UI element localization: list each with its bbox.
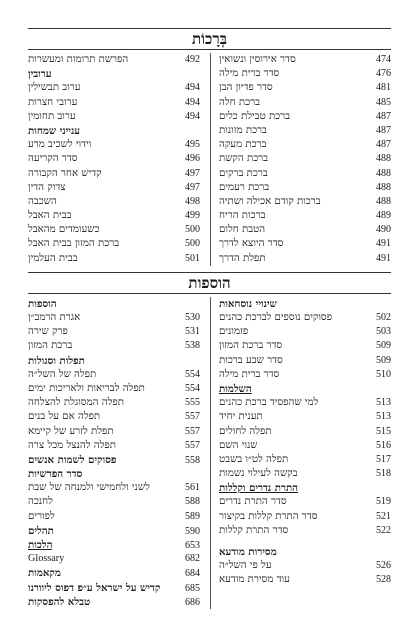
entry-title: תפלה להנצל מכל צרה	[28, 439, 116, 451]
page-number: 684	[185, 568, 200, 580]
page-number: 474	[376, 54, 391, 65]
page-number: 682	[185, 553, 200, 565]
entry-title: התרת נדרים וקללות	[219, 482, 299, 495]
page-number: 510	[376, 368, 391, 380]
entry-title: סדר שבע ברכות	[219, 354, 283, 366]
toc-entry[interactable]	[219, 152, 391, 166]
toc-entry[interactable]	[219, 237, 391, 251]
page-number: 561	[185, 482, 200, 494]
entry-title: קדיש על ישראל ע״פ דפוס ליוורנו	[28, 581, 161, 594]
section-rule	[28, 293, 391, 294]
toc-heading[interactable]	[28, 67, 200, 81]
entry-title: למי שהפסיד ברכת כהנים	[219, 397, 319, 409]
page-number: 487	[376, 124, 391, 136]
toc-heading[interactable]	[219, 297, 391, 311]
page-number: 557	[185, 439, 200, 451]
page-number: 526	[376, 560, 391, 572]
toc-heading[interactable]	[219, 545, 391, 559]
page-number: 491	[376, 238, 391, 250]
page-number: 530	[185, 312, 200, 323]
section-title-berachot: בְּרָכוֹת	[192, 30, 227, 48]
entry-title: תפלות וסגולות	[28, 354, 85, 367]
page-number: 488	[376, 181, 391, 193]
toc-heading[interactable]	[28, 124, 200, 138]
entry-title: ברכת רעמים	[219, 181, 270, 193]
toc-entry[interactable]	[219, 559, 391, 573]
entry-title: קדיש אחר הקבורה	[28, 167, 102, 179]
toc-heading[interactable]	[28, 354, 200, 368]
toc-heading[interactable]	[28, 581, 200, 595]
page-number: 590	[185, 525, 200, 537]
toc-entry[interactable]	[28, 439, 200, 453]
entry-title: לשני ולחמישי ולמנחה של שבת	[28, 482, 150, 494]
entry-title: סדר היוצא לדרך	[219, 238, 284, 250]
toc-heading[interactable]	[28, 595, 200, 609]
toc-entry[interactable]	[28, 152, 200, 166]
toc-entry[interactable]	[28, 311, 200, 325]
page-number: 489	[376, 210, 391, 222]
toc-entry[interactable]	[28, 237, 200, 251]
entry-title: תפלה לט״ו בשבט	[219, 453, 289, 465]
entry-title: ענייני שמחות	[28, 124, 81, 137]
entry-title: סדר התרת נדרים	[219, 496, 287, 508]
toc-entry[interactable]	[219, 439, 391, 453]
toc-entry[interactable]	[28, 410, 200, 424]
page-number: 494	[185, 110, 200, 122]
toc-entry[interactable]	[28, 368, 200, 382]
entry-title: Glossary	[28, 553, 65, 565]
toc-heading[interactable]	[28, 524, 200, 538]
toc-entry[interactable]	[219, 167, 391, 181]
toc-entry[interactable]	[219, 67, 391, 81]
page-number: 503	[376, 326, 391, 338]
right-column	[219, 53, 391, 266]
page-number: 557	[185, 425, 200, 437]
page-number: 481	[376, 82, 391, 94]
entry-title: ברכת המזון בבית האבל	[28, 238, 120, 250]
toc-entry[interactable]	[219, 181, 391, 195]
page-number: 496	[185, 153, 200, 165]
entry-title: ערובין	[28, 68, 52, 81]
toc-entry[interactable]	[28, 481, 200, 495]
page-number: 485	[376, 96, 391, 108]
section-title-hosafot: הוספות	[188, 273, 231, 292]
entry-title: פזמונים	[219, 326, 249, 338]
page-number: 487	[376, 110, 391, 122]
toc-entry[interactable]	[219, 110, 391, 124]
toc-heading[interactable]	[219, 481, 391, 495]
toc-entry[interactable]	[219, 410, 391, 424]
page-number: 516	[376, 439, 391, 451]
page-number: 487	[376, 139, 391, 151]
entry-title: ברכת המזון	[28, 340, 73, 352]
entry-title: תפלה של השל״ה	[28, 368, 97, 380]
column-divider	[210, 297, 211, 609]
entry-title: שנוי השם	[219, 439, 258, 451]
entry-title: סדר הפרשיות	[28, 468, 83, 481]
right-column	[219, 297, 391, 609]
toc-entry[interactable]	[219, 573, 391, 587]
entry-title: תפלה אם על בנים	[28, 411, 101, 423]
entry-title: פסוקים נוספים לברכת כהנים	[219, 312, 333, 323]
left-column	[28, 297, 200, 609]
page-number: 685	[185, 582, 200, 594]
toc-entry[interactable]	[219, 195, 391, 209]
entry-title: השלמות	[219, 382, 252, 395]
page-number: 513	[376, 397, 391, 409]
entry-title: הטבת חלום	[219, 224, 266, 236]
toc-entry[interactable]	[219, 81, 391, 95]
entry-title: תפלת לזרע של קיימא	[28, 425, 114, 437]
page-number: 488	[376, 195, 391, 207]
entry-title: בבית האבל	[28, 210, 72, 222]
page-number: 558	[185, 454, 200, 466]
toc-entry[interactable]	[28, 339, 200, 353]
entry-title: ברכת מעקה	[219, 139, 267, 151]
toc-entry[interactable]	[219, 138, 391, 152]
toc-entry[interactable]	[219, 311, 391, 325]
page-number: 499	[185, 210, 200, 222]
toc-entry[interactable]	[28, 138, 200, 152]
page-number: 494	[185, 82, 200, 94]
toc-entry[interactable]	[28, 96, 200, 110]
toc-heading[interactable]	[28, 467, 200, 481]
page-number: 531	[185, 326, 200, 338]
entry-title: תענית יחיד	[219, 411, 263, 423]
entry-title: ברכת הקשת	[219, 153, 269, 165]
page-number: 500	[185, 238, 200, 250]
entry-title: מסירות מודעא	[219, 546, 277, 558]
toc-heading[interactable]	[28, 538, 200, 552]
toc-entry[interactable]	[28, 425, 200, 439]
page-number: 488	[376, 153, 391, 165]
page-number: 513	[376, 411, 391, 423]
toc-entry[interactable]	[219, 495, 391, 509]
entry-title: פסוקים לשמות אנשים	[28, 453, 117, 466]
page-number: 492	[185, 54, 200, 65]
page-number: 554	[185, 368, 200, 380]
toc-entry[interactable]	[219, 368, 391, 382]
toc-entry[interactable]	[219, 510, 391, 524]
page-number: 653	[185, 540, 200, 551]
toc-entry[interactable]	[28, 382, 200, 396]
column-divider	[210, 53, 211, 266]
entry-title: בקשה לעילוי נשמות	[219, 468, 298, 480]
entry-title: פרק שירה	[28, 326, 68, 338]
page-number: 490	[376, 224, 391, 236]
page-number: 515	[376, 425, 391, 437]
entry-title: תפלת הדרך	[219, 252, 266, 264]
entry-title: סדר ברית מילה	[219, 68, 280, 80]
entry-title: כשעומדים מהאבל	[28, 224, 100, 236]
entry-title: על פי השל״ה	[219, 560, 272, 572]
entry-title: בבית העלמין	[28, 252, 78, 264]
entry-title: לפורים	[28, 510, 55, 522]
toc-entry[interactable]	[219, 524, 391, 538]
entry-title: ברכת חלה	[219, 96, 260, 108]
toc-entry[interactable]	[219, 339, 391, 353]
entry-title: וידוי לשכיב מרע	[28, 139, 92, 151]
entry-title: עוד מסירת מודעא	[219, 574, 290, 586]
entry-title: השכבה	[28, 195, 57, 207]
entry-title: ערוב תחומין	[28, 110, 76, 122]
entry-title: ערובי חצרות	[28, 96, 78, 108]
entry-title: ברכת מזונות	[219, 124, 267, 136]
page-number: 509	[376, 340, 391, 352]
page-number: 501	[185, 252, 200, 264]
left-column	[28, 53, 200, 266]
page-number: 497	[185, 167, 200, 179]
entry-title: ערוב תבשילין	[28, 82, 81, 94]
page-number: 502	[376, 312, 391, 323]
entry-title: תפלה לבריאות ולאריכות ימים	[28, 382, 145, 394]
entry-title: תפלה המסוגלת להצלחה	[28, 397, 124, 409]
entry-title: ברכות הריח	[219, 210, 266, 222]
entry-title: הפרשת תרומות ומעשרות	[28, 54, 129, 65]
entry-title: תהלים	[28, 524, 54, 537]
page-number: 498	[185, 195, 200, 207]
page-number: 495	[185, 139, 200, 151]
toc-heading[interactable]	[219, 382, 391, 396]
entry-title: הלכות	[28, 539, 53, 551]
entry-title: ברכת ברקים	[219, 167, 268, 179]
toc-entry[interactable]	[219, 96, 391, 110]
entry-title: שינויי נוסחאות	[219, 297, 277, 310]
toc-entry[interactable]	[28, 167, 200, 181]
toc-entry[interactable]	[219, 467, 391, 481]
entry-title: מקאמות	[28, 567, 61, 580]
toc-entry[interactable]	[28, 252, 200, 266]
toc-entry[interactable]	[28, 552, 200, 566]
toc-entry[interactable]	[219, 453, 391, 467]
entry-title: אגרת הרמב״ן	[28, 312, 81, 323]
section-hosafot-columns	[28, 297, 391, 609]
toc-entry[interactable]	[219, 124, 391, 138]
toc-entry[interactable]	[28, 110, 200, 124]
toc-entry[interactable]	[28, 81, 200, 95]
page-number: 500	[185, 224, 200, 236]
toc-entry[interactable]	[28, 209, 200, 223]
toc-entry[interactable]	[28, 510, 200, 524]
entry-title: תפלה לחולים	[219, 425, 272, 437]
table-of-contents	[28, 28, 391, 609]
page-number: 519	[376, 496, 391, 508]
entry-title: ברכת טבילת כלים	[219, 110, 291, 122]
page-number: 497	[185, 181, 200, 193]
toc-entry[interactable]	[219, 396, 391, 410]
page-number: 517	[376, 453, 391, 465]
page-number: 686	[185, 596, 200, 608]
page-number: 509	[376, 354, 391, 366]
entry-title: סדר התרת קללות בקיצור	[219, 510, 318, 522]
toc-entry[interactable]	[28, 495, 200, 509]
page-number: 476	[376, 68, 391, 80]
entry-title: סדר ברית מילה	[219, 368, 280, 380]
toc-heading[interactable]	[28, 453, 200, 467]
page-number: 494	[185, 96, 200, 108]
page-number: 555	[185, 397, 200, 409]
spacer	[219, 538, 391, 545]
entry-title: טבלא להפסקות	[28, 595, 91, 608]
section-rule	[28, 49, 391, 50]
toc-entry[interactable]	[28, 195, 200, 209]
section-berachot-columns	[28, 53, 391, 266]
entry-title: ברכות קודם אכילה ושתיה	[219, 195, 321, 207]
toc-entry[interactable]	[219, 53, 391, 67]
toc-heading[interactable]	[28, 566, 200, 580]
page-number: 522	[376, 524, 391, 536]
page-number: 557	[185, 411, 200, 423]
page-number: 491	[376, 252, 391, 264]
page-number: 518	[376, 468, 391, 480]
entry-title: סדר התרת קללות	[219, 524, 289, 536]
page-number: 588	[185, 496, 200, 508]
page-number: 521	[376, 510, 391, 522]
toc-entry[interactable]	[219, 425, 391, 439]
toc-entry[interactable]	[219, 252, 391, 266]
toc-entry[interactable]	[28, 325, 200, 339]
toc-entry[interactable]	[28, 223, 200, 237]
toc-entry[interactable]	[28, 181, 200, 195]
page-number: 528	[376, 574, 391, 586]
toc-entry[interactable]	[28, 396, 200, 410]
toc-entry[interactable]	[219, 209, 391, 223]
toc-entry[interactable]	[28, 53, 200, 67]
entry-title: סדר פדיון הבן	[219, 82, 273, 94]
entry-title: לחנכה	[28, 496, 53, 508]
toc-entry[interactable]	[219, 325, 391, 339]
entry-title: סדר הקריעה	[28, 153, 78, 165]
toc-entry[interactable]	[219, 223, 391, 237]
entry-title: צדוק הדין	[28, 181, 66, 193]
entry-title: הוספות	[28, 297, 57, 310]
toc-heading[interactable]	[28, 297, 200, 311]
page-number: 554	[185, 382, 200, 394]
page-number: 589	[185, 510, 200, 522]
page-number: 488	[376, 167, 391, 179]
toc-entry[interactable]	[219, 354, 391, 368]
entry-title: סדר ברכת המזון	[219, 340, 283, 352]
page-number: 538	[185, 340, 200, 352]
entry-title: סדר אירוסין ונשואין	[219, 54, 296, 65]
